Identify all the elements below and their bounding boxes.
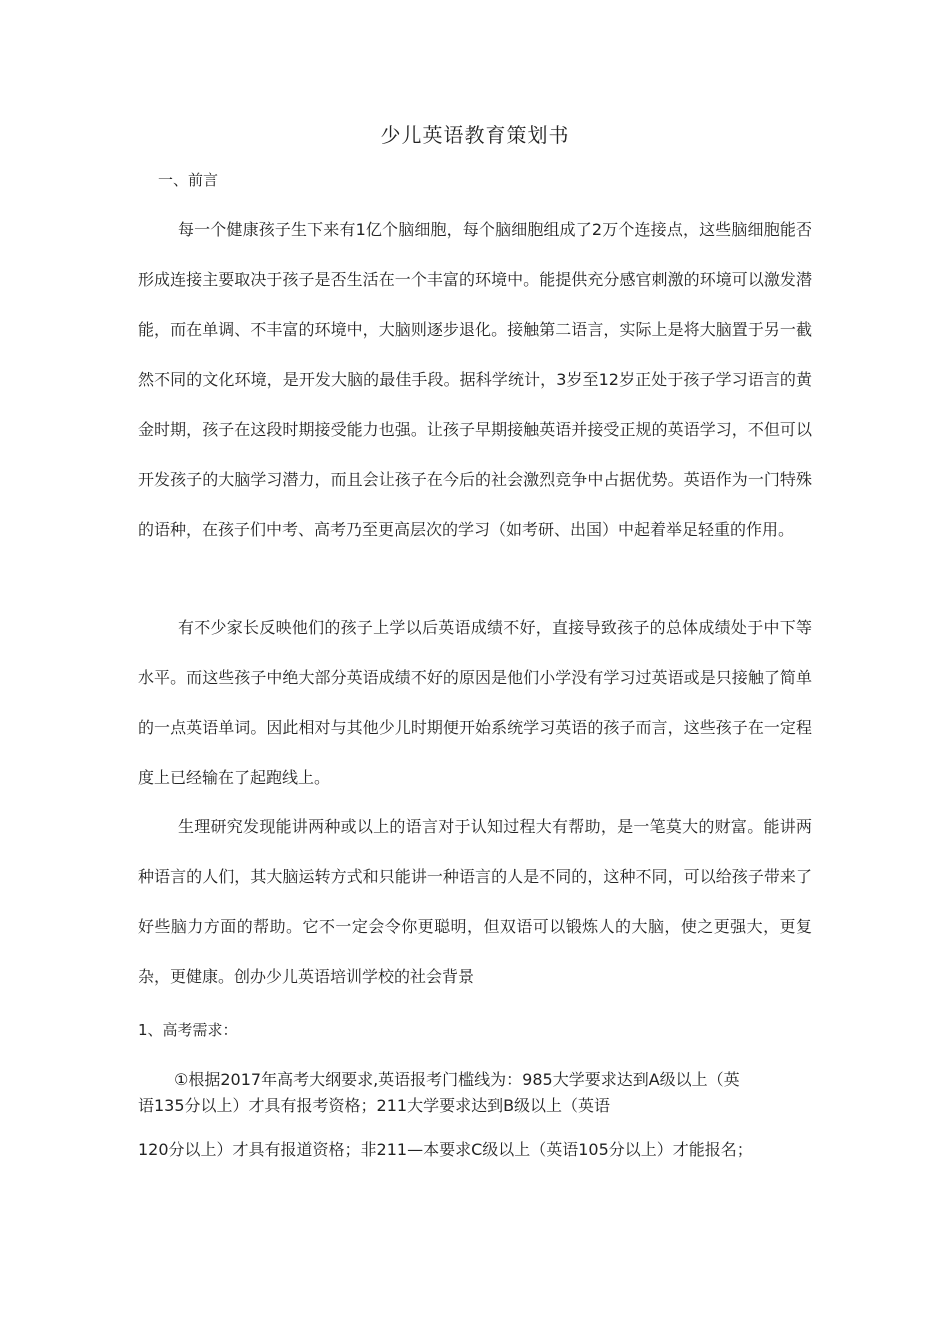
paragraph-brain-development: 每一个健康孩子生下来有1亿个脑细胞，每个脑细胞组成了2万个连接点，这些脑细胞能否形成连接主要取决于孩子是否生活在一个丰富的环境中。能提供充分感官刺激的环境可以激发潜能，而在单调、不丰富的环境中，大脑则逐步退化。接触第二语言，实际上是将大脑置于另一截然不同的文化环境，是开发大脑的最佳手段。据科学统计，3岁至12岁正处于孩子学习语言的黄金时期，孩子在这段时期接受能力也强。让孩子早期接触英语并接受正规的英语学习，不但可以开发孩子的大脑学习潜力，而且会让孩子在今后的社会激烈竞争中占据优势。英语作为一门特殊的语种，在孩子们中考、高考乃至更高层次的学习（如考研、出国）中起着举足轻重的作用。 — [138, 220, 812, 539]
paragraph-parent-feedback: 有不少家长反映他们的孩子上学以后英语成绩不好，直接导致孩子的总体成绩处于中下等水平。而这些孩子中绝大部分英语成绩不好的原因是他们小学没有学习过英语或是只接触了简单的一点英语单词。因此相对与其他少儿时期便开始系统学习英语的孩子而言，这些孩子在一定程度上已经输在了起跑线上。 — [138, 618, 812, 787]
gaokao-item-line: 语135分以上）才具有报考资格；211大学要求达到B级以上（英语 — [138, 1096, 611, 1115]
section-heading-preface: 一、前言 — [158, 171, 219, 189]
gaokao-item-line: 120分以上）才具有报道资格；非211—本要求C级以上（英语105分以上）才能报名； — [138, 1140, 753, 1159]
gaokao-item-line: ①根据2017年高考大纲要求,英语报考门槛线为：985大学要求达到A级以上（英 — [174, 1070, 740, 1089]
paragraph-bilingual-research: 生理研究发现能讲两种或以上的语言对于认知过程大有帮助，是一笔莫大的财富。能讲两种语言的人们，其大脑运转方式和只能讲一种语言的人是不同的，这种不同，可以给孩子带来了好些脑力方面的帮助。它不一定会令你更聪明，但双语可以锻炼人的大脑，使之更强大，更复杂，更健康。创办少儿英语培训学校的社会背景 — [138, 817, 812, 986]
document-title: 少儿英语教育策划书 — [380, 123, 570, 147]
section-heading-gaokao: 1、高考需求： — [138, 1021, 238, 1039]
